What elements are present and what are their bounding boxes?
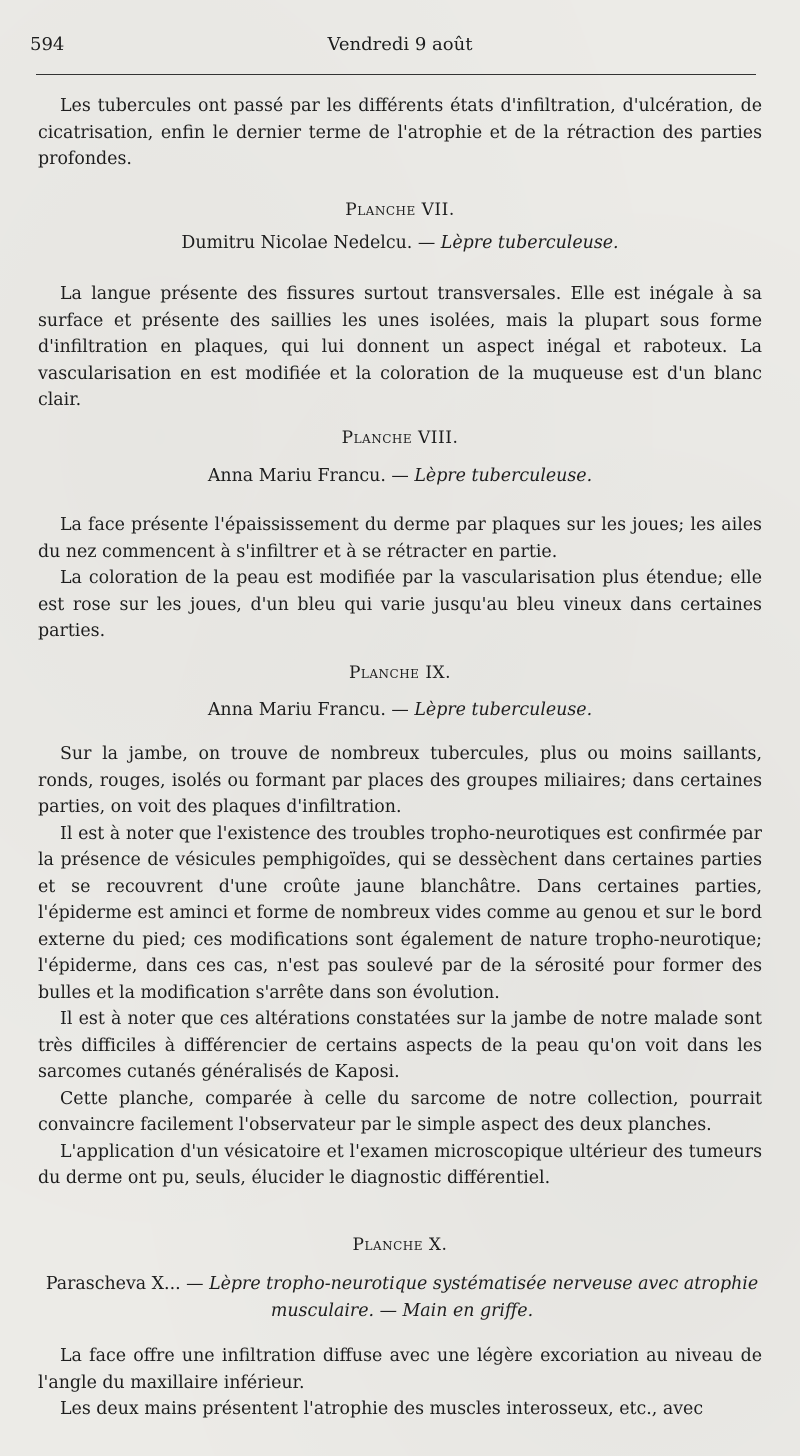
plate-heading: Planche IX. [348, 663, 452, 683]
paragraph: Cette planche, comparée à celle du sarcome de notre collection, pourrait convaincre facilement l'observateur par le simple aspect des deux planches. [38, 1088, 762, 1135]
diagnosis: Lèpre tuberculeuse. [414, 700, 593, 720]
paragraph: Il est à noter que l'existence des troubles tropho-neurotiques est confirmée par la présence de vésicules pemphigoïdes, qui se dessèchent dans certaines parties et se recouvrent d'une croûte jaune blanchâtre. Dans certaines parties, l'épiderme est aminci et forme de nombreux vides comme au genou et sur le bord externe du pied; ces modifications sont également de nature tropho-neurotique; l'épiderme, dans ces cas, n'est pas soulevé par de la sérosité pour former des bulles et la modification s'arrête dans son évolution. [38, 823, 762, 1003]
plate-section [38, 1343, 762, 1423]
paragraph: Les deux mains présentent l'atrophie des muscles interosseux, etc., avec [60, 1399, 704, 1419]
plate-heading: Planche VIII. [341, 428, 459, 448]
plate-heading: Planche X. [352, 1235, 448, 1255]
paragraph: La langue présente des fissures surtout transversales. Elle est inégale à sa surface et présente des saillies les unes isolées, mais la plupart sous forme d'infiltration en plaques, qui lui donnent un aspect inégal et raboteux. La vascularisation en est modifiée et la coloration de la muqueuse est d'un blanc clair. [38, 284, 762, 410]
paragraph: Les tubercules ont passé par les différents états d'infiltration, d'ulcération, de cicatrisation, enfin le dernier terme de l'atrophie et de la rétraction des parties profondes. [38, 96, 762, 169]
intro-section [38, 93, 762, 173]
header-rule [36, 74, 756, 75]
patient-name: Parascheva X... — [45, 1274, 204, 1294]
paragraph: Il est à noter que ces altérations constatées sur la jambe de notre malade sont très difficiles à différencier de certains aspects de la peau qu'on voit dans les sarcomes cutanés généralisés de Kaposi. [38, 1009, 762, 1082]
plate-caption [0, 233, 800, 253]
paragraph: La face présente l'épaississement du derme par plaques sur les joues; les ailes du nez commencent à s'infiltrer et à se rétracter en partie. [38, 515, 762, 562]
paragraph: L'application d'un vésicatoire et l'examen microscopique ultérieur des tumeurs du derme ont pu, seuls, élucider le diagnostic différentiel. [38, 1141, 762, 1188]
paragraph: La coloration de la peau est modifiée par la vascularisation plus étendue; elle est rose sur les joues, d'un bleu qui varie jusqu'au bleu vineux dans certaines parties. [38, 568, 762, 641]
patient-name: Anna Mariu Francu. — [207, 466, 409, 486]
running-title: Vendredi 9 août [327, 34, 473, 55]
patient-name: Anna Mariu Francu. — [207, 700, 409, 720]
diagnosis: Lèpre tuberculeuse. [414, 466, 593, 486]
page-number: 594 [30, 34, 65, 55]
plate-caption [0, 466, 800, 486]
plate-section [38, 512, 762, 645]
plate-caption [40, 1271, 764, 1325]
plate-caption [0, 700, 800, 720]
plate-section [38, 281, 762, 414]
patient-name: Dumitru Nicolae Nedelcu. — [181, 233, 436, 253]
plate-section [38, 741, 762, 1192]
paragraph: La face offre une infiltration diffuse avec une légère excoriation au niveau de l'angle du maxillaire inférieur. [38, 1346, 762, 1393]
plate-heading: Planche VII. [345, 200, 455, 220]
paragraph: Sur la jambe, on trouve de nombreux tubercules, plus ou moins saillants, ronds, rouges, isolés ou formant par places des groupes miliaires; dans certaines parties, on voit des plaques d'infiltration. [38, 744, 762, 817]
diagnosis: Lèpre tuberculeuse. [440, 233, 619, 253]
diagnosis: Lèpre tropho-neurotique systématisée nerveuse avec atrophie musculaire. — Main en griffe. [209, 1274, 759, 1321]
running-header [30, 30, 770, 62]
